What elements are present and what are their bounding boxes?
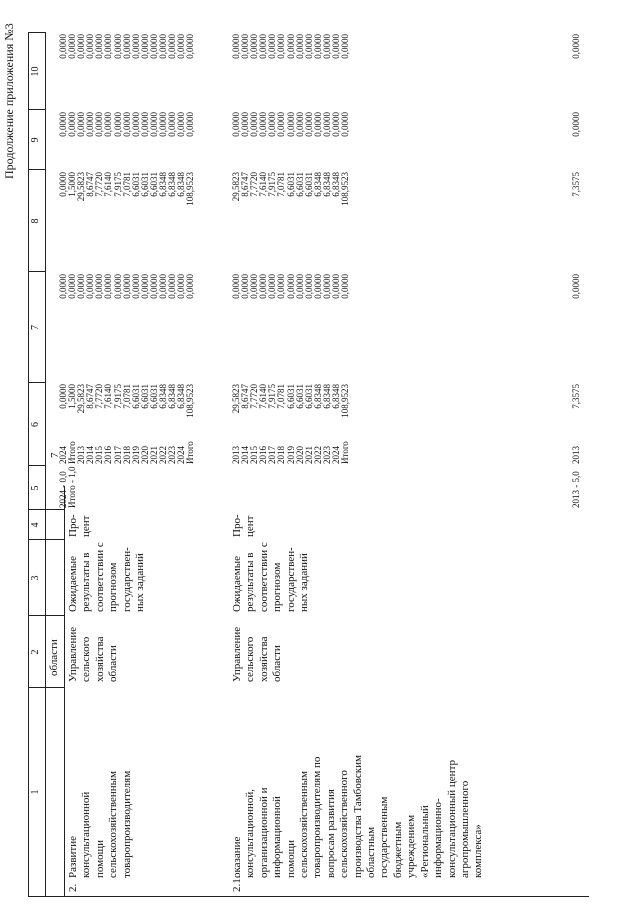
value-cell: 6,8348 [158, 384, 169, 409]
row21-col7-values [232, 274, 350, 330]
row2-col9-values [59, 112, 195, 168]
year-cell: 2019 [285, 446, 296, 464]
value-cell: 0,0000 [139, 112, 150, 137]
value-cell: 7,7720 [249, 384, 260, 409]
row2-description [67, 771, 134, 878]
description-line: оказание [231, 836, 243, 878]
unit-line: Про- [231, 514, 243, 537]
row21-executor [231, 627, 285, 682]
value-cell: 6,8348 [321, 384, 332, 409]
value-cell: 6,6031 [303, 384, 314, 409]
value-cell: 0,0000 [76, 34, 87, 59]
indicator-line: Ожидаемые [67, 555, 79, 612]
executor-line: сельского [244, 636, 257, 682]
year-cell: 2015 [249, 446, 260, 464]
value-cell: 0,0000 [303, 112, 314, 137]
year-cell: 2013 [231, 446, 241, 464]
value-cell: 0,0000 [76, 274, 87, 299]
indicator-line: результаты в [244, 552, 257, 612]
description-line: учреждением [405, 814, 418, 878]
value-cell: 0,0000 [285, 34, 296, 59]
description-line: бюджетным [391, 821, 404, 878]
bottom-col8: 7,3575 [571, 172, 581, 197]
value-cell: 6,8348 [167, 384, 178, 409]
value-cell: 0,0000 [185, 34, 196, 59]
value-cell: 0,0000 [340, 274, 351, 299]
header-col-10: 10 [30, 66, 41, 77]
value-cell: 0,0000 [185, 112, 196, 137]
value-cell: 0,0000 [294, 274, 305, 299]
description-line: сельскохозяйственным [107, 771, 120, 878]
value-cell: 0,0000 [176, 274, 187, 299]
indicator-line: соответствии с [93, 542, 106, 612]
budget-table [28, 32, 589, 897]
value-cell: 6,6031 [285, 384, 296, 409]
year-cell: 2014 [85, 446, 96, 464]
description-line: консультационной, [244, 788, 257, 878]
value-cell: 29,5823 [76, 384, 87, 414]
description-line: товаропроизводителям по [311, 756, 324, 878]
row2-executor [67, 627, 121, 682]
value-cell: 0,0000 [139, 34, 150, 59]
value-cell: 8,6747 [240, 384, 251, 409]
year-cell: 2022 [158, 446, 169, 464]
value-cell: 0,0000 [158, 274, 169, 299]
value-cell: 0,0000 [331, 274, 342, 299]
header-col-8: 8 [30, 218, 41, 224]
value-cell: 0,0000 [312, 34, 323, 59]
year-cell: 2017 [112, 446, 123, 464]
description-line: областным [365, 826, 378, 878]
description-line: организационной и [257, 787, 270, 878]
value-cell: 6,6031 [139, 172, 150, 197]
value-cell: 0,0000 [240, 274, 251, 299]
value-cell: 0,0000 [58, 112, 68, 137]
value-cell: 0,0000 [121, 112, 132, 137]
value-cell: 0,0000 [85, 112, 96, 137]
value-cell: 0,0000 [285, 274, 296, 299]
value-cell: 0,0000 [331, 112, 342, 137]
value-cell: 108,9523 [185, 384, 196, 418]
row2-number: 2. [67, 883, 79, 892]
value-cell: 0,0000 [303, 274, 314, 299]
value-cell: 7,7720 [94, 384, 105, 409]
year-cell: 2023 [167, 446, 178, 464]
value-cell: 0,0000 [294, 112, 305, 137]
year-cell: 2023 [321, 446, 332, 464]
description-line: сельскохозяйственным [298, 771, 311, 878]
indicator-line: ных заданий [298, 553, 311, 612]
value-cell: 0,0000 [258, 274, 269, 299]
executor-line: хозяйства [93, 636, 106, 682]
value-cell: 0,0000 [76, 112, 87, 137]
description-line: товаропроизводителям [120, 770, 133, 878]
value-cell: 0,0000 [67, 112, 78, 137]
unit-line: цент [80, 515, 93, 537]
description-line: консультационный центр [445, 759, 458, 878]
header-col-4: 4 [30, 522, 41, 528]
value-cell: 0,0000 [258, 112, 269, 137]
value-cell: 0,0000 [267, 112, 278, 137]
value-cell: 7,6140 [103, 172, 114, 197]
value-cell: 7,6140 [103, 384, 114, 409]
row2-years [59, 441, 195, 464]
row2-col10-values [59, 34, 195, 90]
executor-line: хозяйства [257, 636, 270, 682]
description-line: информационной [271, 796, 284, 878]
year-cell: 2015 [94, 446, 105, 464]
value-cell: 0,0000 [148, 34, 159, 59]
year-cell: 2018 [121, 446, 132, 464]
value-cell: 0,0000 [267, 34, 278, 59]
value-cell: 0,0000 [231, 34, 241, 59]
value-cell: 6,8348 [176, 172, 187, 197]
value-cell: 6,6031 [294, 172, 305, 197]
value-cell: 108,9523 [185, 172, 196, 206]
value-cell: 7,0781 [121, 384, 132, 409]
header-col-5: 5 [30, 485, 41, 491]
value-cell: 0,0000 [58, 172, 68, 197]
value-cell: 0,0000 [294, 34, 305, 59]
value-cell: 108,9523 [340, 384, 351, 418]
value-cell: 0,0000 [176, 112, 187, 137]
bottom-col10: 0,0000 [571, 34, 581, 59]
row21-col6-values [232, 384, 350, 434]
value-cell: 0,0000 [148, 274, 159, 299]
bottom-target: 2013 - 5,0 [571, 471, 581, 508]
year-cell: 2016 [103, 446, 114, 464]
row21-unit [231, 514, 258, 537]
description-line: информационно- [432, 798, 445, 878]
value-cell: 6,6031 [285, 172, 296, 197]
year-cell: 2016 [258, 446, 269, 464]
description-line: вопросам развития [324, 789, 337, 878]
value-cell: 6,6031 [130, 384, 141, 409]
value-cell: 7,9175 [267, 172, 278, 197]
value-cell: 29,5823 [231, 384, 241, 414]
description-line: помощи [93, 840, 106, 878]
value-cell: 29,5823 [76, 172, 87, 202]
value-cell: 0,0000 [321, 112, 332, 137]
value-cell: 0,0000 [249, 112, 260, 137]
value-cell: 0,0000 [85, 34, 96, 59]
indicator-line: результаты в [80, 552, 93, 612]
value-cell: 6,6031 [130, 172, 141, 197]
bottom-col6: 7,3575 [571, 384, 581, 409]
value-cell: 0,0000 [103, 112, 114, 137]
executor-line: области [271, 645, 284, 682]
row2-col7-values [59, 274, 195, 330]
value-cell: 0,0000 [67, 274, 78, 299]
row21-indicator [231, 542, 311, 612]
year-cell: Итого [67, 441, 78, 464]
value-cell: 7,6140 [258, 384, 269, 409]
value-cell: 0,0000 [267, 274, 278, 299]
year-cell: 2014 [240, 446, 251, 464]
value-cell: 0,0000 [167, 34, 178, 59]
value-cell: 0,0000 [112, 274, 123, 299]
row2-unit [67, 514, 94, 537]
indicator-line: Ожидаемые [231, 555, 243, 612]
value-cell: 0,0000 [67, 34, 78, 59]
row21-col9-values [232, 112, 350, 168]
value-cell: 6,8348 [167, 172, 178, 197]
value-cell: 6,8348 [158, 172, 169, 197]
year-cell: 2019 [130, 446, 141, 464]
value-cell: 0,0000 [58, 384, 68, 409]
description-line: консультационной [80, 791, 93, 878]
value-cell: 0,0000 [130, 274, 141, 299]
value-cell: 1,5000 [67, 384, 78, 409]
bottom-col9: 0,0000 [571, 112, 581, 137]
value-cell: 0,0000 [112, 112, 123, 137]
value-cell: 0,0000 [58, 34, 68, 59]
description-line: производства Тамбовским [351, 755, 364, 878]
row2-target-values [59, 466, 77, 508]
year-cell: 2022 [312, 446, 323, 464]
value-cell: 0,0000 [121, 274, 132, 299]
value-cell: 1,5000 [67, 172, 78, 197]
value-cell: 0,0000 [167, 274, 178, 299]
year-cell: 2024 [58, 446, 68, 464]
row2-col8-values [59, 172, 195, 228]
value-cell: 6,8348 [176, 384, 187, 409]
value-cell: 0,0000 [231, 112, 241, 137]
description-line: агропромышленного [458, 780, 471, 878]
header-col-7: 7 [30, 325, 41, 330]
value-cell: 0,0000 [312, 112, 323, 137]
description-line: государственным [378, 796, 391, 878]
value-cell: 8,6747 [85, 384, 96, 409]
row21-number: 2.1. [231, 875, 243, 892]
value-cell: 7,6140 [258, 172, 269, 197]
header-col-9: 9 [30, 137, 41, 143]
value-cell: 0,0000 [121, 34, 132, 59]
value-cell: 0,0000 [103, 34, 114, 59]
executor-line: сельского [80, 636, 93, 682]
value-cell: 0,0000 [303, 34, 314, 59]
value-cell: 0,0000 [340, 34, 351, 59]
value-cell: 0,0000 [276, 34, 287, 59]
value-cell: 0,0000 [176, 34, 187, 59]
year-cell: 2021 [148, 446, 159, 464]
year-cell: Итого [340, 441, 351, 464]
indicator-line: государствен- [120, 547, 133, 612]
description-line: помощи [284, 840, 297, 878]
value-cell: 0,0000 [139, 274, 150, 299]
value-cell: 6,6031 [294, 384, 305, 409]
row21-col10-values [232, 34, 350, 90]
value-cell: 0,0000 [112, 34, 123, 59]
value-cell: 6,8348 [312, 172, 323, 197]
fragment-row-line [64, 486, 65, 896]
value-cell: 0,0000 [312, 274, 323, 299]
description-line: сельскохозяйственного [338, 770, 351, 878]
value-cell: 6,8348 [312, 384, 323, 409]
value-cell: 6,8348 [321, 172, 332, 197]
value-cell: 0,0000 [249, 34, 260, 59]
value-cell: 0,0000 [231, 274, 241, 299]
year-cell: 2020 [294, 446, 305, 464]
row2-col6-values [59, 384, 195, 434]
year-cell: 2017 [267, 446, 278, 464]
value-cell: 0,0000 [276, 112, 287, 137]
value-cell: 0,0000 [167, 112, 178, 137]
header-col-1: 1 [30, 789, 41, 795]
value-cell: 0,0000 [258, 34, 269, 59]
value-cell: 8,6747 [240, 172, 251, 197]
page-number: 7 [49, 452, 61, 458]
bottom-col7: 0,0000 [571, 274, 581, 299]
value-cell: 7,0781 [276, 384, 287, 409]
value-cell: 108,9523 [340, 172, 351, 206]
indicator-line: ных заданий [134, 553, 147, 612]
indicator-line: соответствии с [257, 542, 270, 612]
value-cell: 0,0000 [285, 112, 296, 137]
value-cell: 0,0000 [94, 34, 105, 59]
indicator-line: прогнозом [107, 562, 120, 612]
value-cell: 29,5823 [231, 172, 241, 202]
executor-line: Управление [231, 626, 243, 682]
value-cell: 0,0000 [185, 274, 196, 299]
value-cell: 6,8348 [331, 384, 342, 409]
value-cell: 7,9175 [112, 384, 123, 409]
value-cell: 7,7720 [249, 172, 260, 197]
value-cell: 0,0000 [94, 274, 105, 299]
value-cell: 6,6031 [148, 384, 159, 409]
appendix-title: Продолжение приложения №3 [2, 23, 16, 179]
row2-indicator [67, 542, 147, 612]
value-cell: 0,0000 [103, 274, 114, 299]
executor-line: Управление [67, 626, 79, 682]
value-cell: 7,7720 [94, 172, 105, 197]
value-cell: 0,0000 [158, 34, 169, 59]
value-cell: 7,9175 [112, 172, 123, 197]
indicator-line: прогнозом [271, 562, 284, 612]
target-value-line: Итого - 1,0 [67, 466, 78, 508]
value-cell: 0,0000 [148, 112, 159, 137]
value-cell: 6,8348 [331, 172, 342, 197]
value-cell: 6,6031 [139, 384, 150, 409]
value-cell: 0,0000 [94, 112, 105, 137]
value-cell: 0,0000 [276, 274, 287, 299]
executor-line: области [107, 645, 120, 682]
description-line: Развитие [67, 835, 79, 878]
value-cell: 0,0000 [240, 34, 251, 59]
header-col-3: 3 [30, 575, 41, 581]
year-cell: 2020 [139, 446, 150, 464]
value-cell: 0,0000 [85, 274, 96, 299]
year-cell: 2013 [76, 446, 87, 464]
target-value-line: 2024 - 0,0 [58, 471, 68, 508]
value-cell: 7,0781 [276, 172, 287, 197]
year-cell: 2021 [303, 446, 314, 464]
value-cell: 0,0000 [240, 112, 251, 137]
value-cell: 6,6031 [303, 172, 314, 197]
fragment-col2: области [48, 639, 60, 676]
year-cell: 2018 [276, 446, 287, 464]
bottom-year: 2013 [571, 446, 581, 464]
value-cell: 6,6031 [148, 172, 159, 197]
unit-line: Про- [67, 514, 79, 537]
value-cell: 0,0000 [331, 34, 342, 59]
value-cell: 0,0000 [321, 34, 332, 59]
year-cell: 2024 [331, 446, 342, 464]
year-cell: Итого [185, 441, 196, 464]
header-col-6: 6 [30, 422, 41, 427]
value-cell: 0,0000 [340, 112, 351, 137]
value-cell: 0,0000 [130, 112, 141, 137]
value-cell: 0,0000 [130, 34, 141, 59]
value-cell: 0,0000 [158, 112, 169, 137]
row21-years [232, 441, 350, 464]
row21-col8-values [232, 172, 350, 228]
value-cell: 7,9175 [267, 384, 278, 409]
year-cell: 2024 [176, 446, 187, 464]
indicator-line: государствен- [284, 547, 297, 612]
value-cell: 8,6747 [85, 172, 96, 197]
value-cell: 0,0000 [249, 274, 260, 299]
unit-line: цент [244, 515, 257, 537]
header-col-2: 2 [30, 649, 41, 655]
value-cell: 0,0000 [58, 274, 68, 299]
value-cell: 7,0781 [121, 172, 132, 197]
description-line: комплекса» [472, 824, 485, 878]
row21-description [231, 755, 486, 878]
description-line: «Региональный [418, 805, 431, 878]
value-cell: 0,0000 [321, 274, 332, 299]
